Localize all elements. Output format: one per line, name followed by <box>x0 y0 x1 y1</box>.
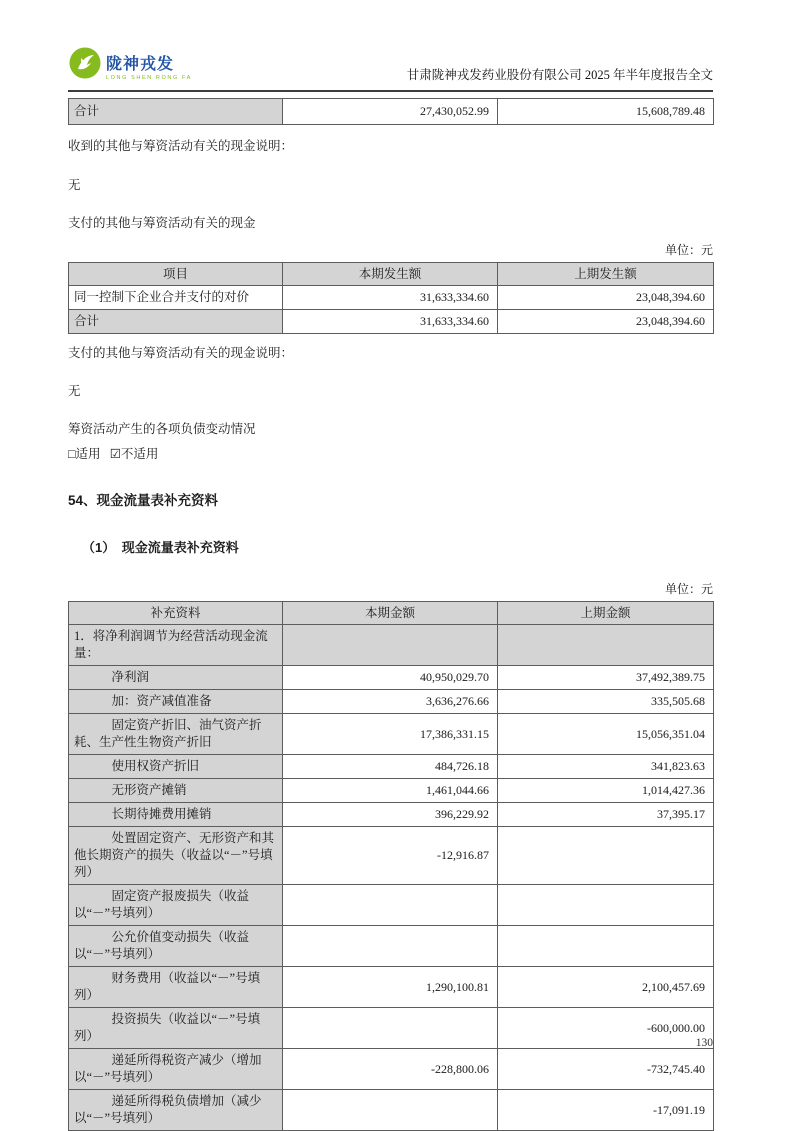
table-row <box>69 827 714 885</box>
page-header <box>68 0 713 92</box>
previous-amount: 15,608,789.48 <box>498 99 714 125</box>
row-label: 合计 <box>69 99 283 125</box>
section-title-54: 54、现金流量表补充资料 <box>68 493 219 508</box>
col-header-previous: 上期发生额 <box>498 263 714 286</box>
previous-amount: 335,505.68 <box>498 690 714 714</box>
none-text-2: 无 <box>68 384 81 398</box>
previous-amount: -732,745.40 <box>498 1049 714 1090</box>
subsection-title-1: （1） 现金流量表补充资料 <box>82 540 239 555</box>
previous-amount: 37,395.17 <box>498 803 714 827</box>
current-amount: 1,461,044.66 <box>283 779 498 803</box>
current-amount <box>283 625 498 666</box>
table-row <box>69 99 714 125</box>
table-row <box>69 926 714 967</box>
paid-cash-note: 支付的其他与筹资活动有关的现金说明： <box>68 346 294 360</box>
row-label: 处置固定资产、无形资产和其他长期资产的损失（收益以“－”号填列） <box>69 827 283 885</box>
current-amount: -228,800.06 <box>283 1049 498 1090</box>
received-cash-note: 收到的其他与筹资活动有关的现金说明： <box>68 139 294 153</box>
checkbox-not-applicable: ☑不适用 <box>109 447 159 461</box>
row-label: 加：资产减值准备 <box>69 690 283 714</box>
table-row <box>69 625 714 666</box>
row-label: 使用权资产折旧 <box>69 755 283 779</box>
current-amount: -12,916.87 <box>283 827 498 885</box>
row-label: 1．将净利润调节为经营活动现金流量： <box>69 625 283 666</box>
previous-amount: 37,492,389.75 <box>498 666 714 690</box>
current-amount <box>283 885 498 926</box>
previous-amount: -17,091.19 <box>498 1090 714 1131</box>
continuation-total-table <box>68 98 714 125</box>
table-row <box>69 1008 714 1049</box>
table-row <box>69 1090 714 1131</box>
table-row <box>69 803 714 827</box>
row-label: 长期待摊费用摊销 <box>69 803 283 827</box>
previous-amount: 23,048,394.60 <box>498 286 714 310</box>
previous-amount: 15,056,351.04 <box>498 714 714 755</box>
row-label: 净利润 <box>69 666 283 690</box>
logo-text-en: LONG SHEN RONG FA <box>106 74 192 81</box>
current-amount <box>283 1008 498 1049</box>
col-header-item: 项目 <box>69 263 283 286</box>
logo-text-cn: 陇神戎发 <box>106 55 175 73</box>
table-row <box>69 885 714 926</box>
payment-table <box>68 262 714 334</box>
previous-amount: 2,100,457.69 <box>498 967 714 1008</box>
current-amount: 31,633,334.60 <box>283 310 498 334</box>
table-row <box>69 779 714 803</box>
current-amount: 3,636,276.66 <box>283 690 498 714</box>
row-label: 无形资产摊销 <box>69 779 283 803</box>
previous-amount <box>498 625 714 666</box>
liability-changes-title: 筹资活动产生的各项负债变动情况 <box>68 422 256 436</box>
current-amount: 484,726.18 <box>283 755 498 779</box>
row-label: 递延所得税资产减少（增加以“－”号填列） <box>69 1049 283 1090</box>
checkbox-applicable: □适用 <box>68 447 101 461</box>
previous-amount <box>498 926 714 967</box>
col-header-current: 本期金额 <box>283 602 498 625</box>
row-label: 投资损失（收益以“－”号填列） <box>69 1008 283 1049</box>
current-amount: 396,229.92 <box>283 803 498 827</box>
current-amount <box>283 926 498 967</box>
document-title: 甘肃陇神戎发药业股份有限公司 2025 年半年度报告全文 <box>406 68 713 82</box>
row-label: 固定资产折旧、油气资产折耗、生产性生物资产折旧 <box>69 714 283 755</box>
page-number: 130 <box>695 1037 713 1049</box>
col-header-supplementary: 补充资料 <box>69 602 283 625</box>
previous-amount <box>498 885 714 926</box>
previous-amount <box>498 827 714 885</box>
table-row <box>69 286 714 310</box>
previous-amount: 23,048,394.60 <box>498 310 714 334</box>
row-label: 公允价值变动损失（收益以“－”号填列） <box>69 926 283 967</box>
previous-amount: 341,823.63 <box>498 755 714 779</box>
row-label: 固定资产报废损失（收益以“－”号填列） <box>69 885 283 926</box>
current-amount: 31,633,334.60 <box>283 286 498 310</box>
current-amount: 27,430,052.99 <box>283 99 498 125</box>
paid-other-cash-title: 支付的其他与筹资活动有关的现金 <box>68 216 256 230</box>
current-amount: 40,950,029.70 <box>283 666 498 690</box>
none-text-1: 无 <box>68 178 81 192</box>
page-content <box>68 0 713 1131</box>
row-label: 财务费用（收益以“－”号填列） <box>69 967 283 1008</box>
table-row <box>69 690 714 714</box>
previous-amount: -600,000.00 <box>498 1008 714 1049</box>
current-amount <box>283 1090 498 1131</box>
row-label: 合计 <box>69 310 283 334</box>
previous-amount: 1,014,427.36 <box>498 779 714 803</box>
table-row <box>69 310 714 334</box>
unit-label-1: 单位：元 <box>664 243 713 257</box>
table-header-row <box>69 263 714 286</box>
row-label: 递延所得税负债增加（减少以“－”号填列） <box>69 1090 283 1131</box>
applicability-line <box>68 444 713 462</box>
table-row <box>69 666 714 690</box>
table-header-row <box>69 602 714 625</box>
table-row <box>69 714 714 755</box>
table-row <box>69 967 714 1008</box>
table-row <box>69 1049 714 1090</box>
supplementary-table <box>68 601 714 1131</box>
company-logo <box>68 46 192 85</box>
unit-label-2: 单位：元 <box>664 582 713 596</box>
logo-icon <box>68 46 102 85</box>
row-label: 同一控制下企业合并支付的对价 <box>69 286 283 310</box>
current-amount: 17,386,331.15 <box>283 714 498 755</box>
current-amount: 1,290,100.81 <box>283 967 498 1008</box>
table-row <box>69 755 714 779</box>
col-header-previous: 上期金额 <box>498 602 714 625</box>
col-header-current: 本期发生额 <box>283 263 498 286</box>
